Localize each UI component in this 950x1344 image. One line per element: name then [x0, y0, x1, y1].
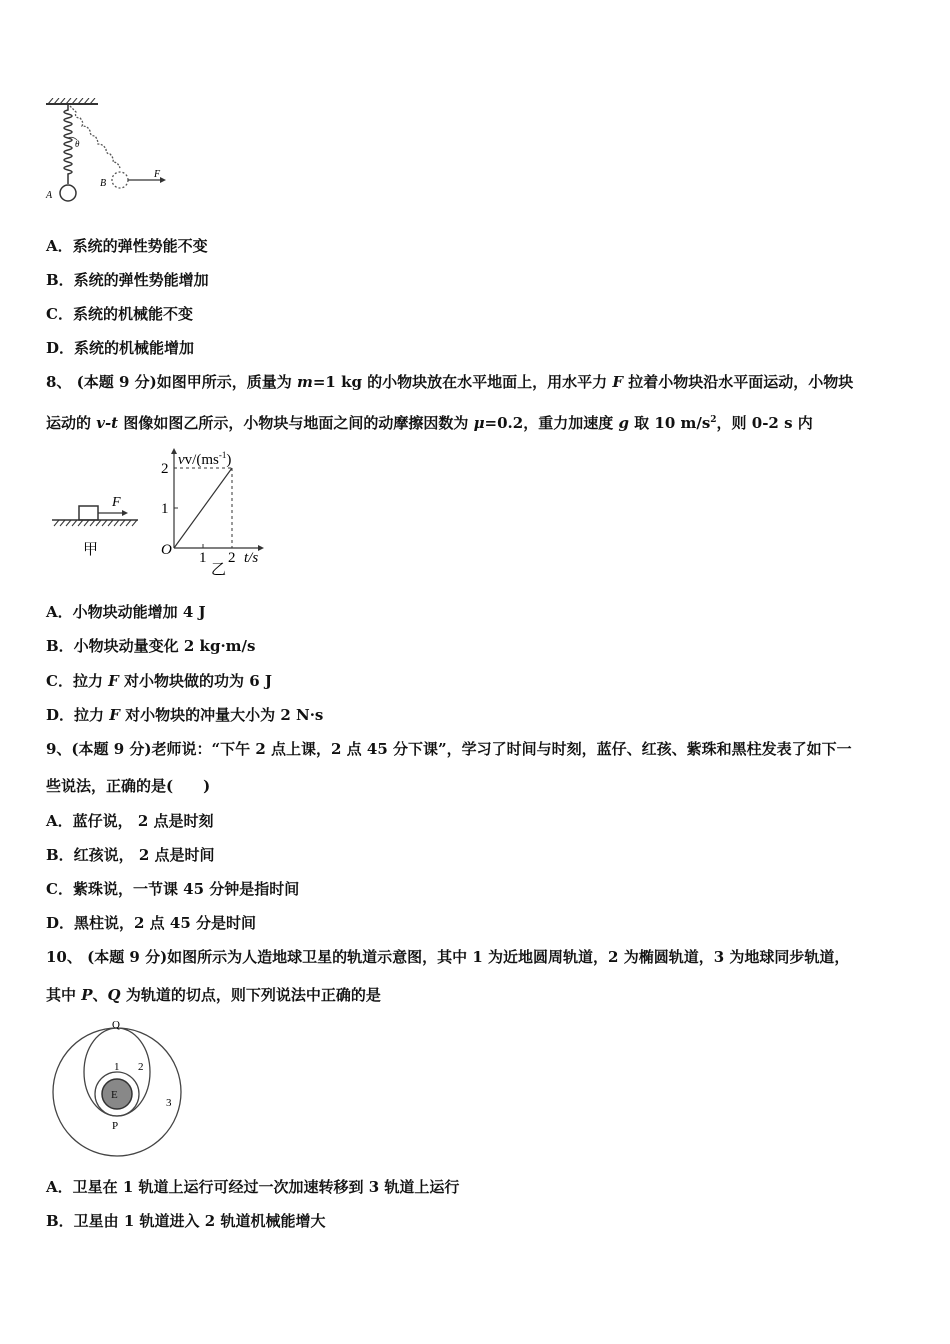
q10-option-b: B．卫星由 1 轨道进入 2 轨道机械能增大 — [46, 1212, 326, 1230]
q7-option-d: D．系统的机械能增加 — [46, 339, 195, 357]
q8-stem-line1: 8、 (本题 9 分)如图甲所示，质量为 m=1 kg 的小物块放在水平地面上，用水平力 F 拉着小物块沿水平面运动，小物块 — [46, 373, 854, 391]
label-p: P — [112, 1120, 119, 1132]
label-f: F — [154, 169, 161, 180]
q9-option-a: A．蓝仔说， 2 点是时刻 — [46, 812, 214, 830]
q7-option-b: B．系统的弹性势能增加 — [46, 271, 209, 289]
label-q: Q — [112, 1019, 120, 1031]
q9-option-b: B．红孩说， 2 点是时间 — [46, 846, 215, 864]
v-t-graph — [158, 444, 270, 576]
x-axis-label: t/s — [244, 550, 259, 566]
label-f: F — [112, 495, 121, 510]
q8-option-d: D．拉力 F 对小物块的冲量大小为 2 N·s — [46, 706, 324, 724]
label-a: A — [46, 190, 53, 201]
q10-stem-line2: 其中 P、Q 为轨道的切点，则下列说法中正确的是 — [46, 986, 381, 1004]
y-tick-2: 2 — [161, 461, 169, 477]
caption-yi: 乙 — [211, 562, 227, 576]
x-tick-1: 1 — [199, 550, 207, 566]
spring-pendulum-figure — [40, 98, 175, 210]
origin-label: O — [161, 542, 172, 558]
q8-option-a: A．小物块动能增加 4 J — [46, 603, 206, 621]
q9-stem-line2: 些说法，正确的是( ) — [46, 777, 211, 795]
label-b: B — [100, 178, 107, 189]
label-2: 2 — [138, 1061, 144, 1073]
q7-option-a: A．系统的弹性势能不变 — [46, 237, 208, 255]
q7-option-c: C．系统的机械能不变 — [46, 305, 193, 323]
velocity-line — [174, 468, 232, 548]
q8-option-c: C．拉力 F 对小物块做的功为 6 J — [46, 672, 273, 690]
q10-stem-line1: 10、 (本题 9 分)如图所示为人造地球卫星的轨道示意图，其中 1 为近地圆周轨道，2 为椭圆轨道，3 为地球同步轨道， — [46, 948, 850, 966]
q9-option-d: D．黑柱说，2 点 45 分是时间 — [46, 914, 256, 932]
q9-option-c: C．紫珠说，一节课 45 分钟是指时间 — [46, 880, 300, 898]
y-axis-label: $vv/(ms^{-1})$ — [178, 450, 232, 468]
q8-stem-line2: 运动的 v-t 图像如图乙所示，小物块与地面之间的动摩擦因数为 μ=0.2，重力加速度 g 取 10 $m/s^2$，则 0-2 s 内 — [46, 414, 813, 432]
q10-option-a: A．卫星在 1 轨道上运行可经过一次加速转移到 3 轨道上运行 — [46, 1178, 460, 1196]
theta-label: θ — [75, 139, 80, 149]
label-e: E — [111, 1089, 118, 1101]
y-tick-1: 1 — [161, 501, 169, 517]
q8-option-b: B．小物块动量变化 2 kg·m/s — [46, 637, 256, 655]
label-3: 3 — [166, 1097, 172, 1109]
block-on-ground-figure — [46, 490, 146, 560]
satellite-orbit-figure — [50, 1014, 190, 1164]
q9-stem-line1: 9、(本题 9 分)老师说：“下午 2 点上课，2 点 45 分下课”，学习了时间与时刻，蓝仔、红孩、紫珠和黑柱发表了如下一 — [46, 740, 852, 758]
x-tick-2: 2 — [228, 550, 236, 566]
caption-jia: 甲 — [83, 542, 99, 558]
label-1: 1 — [114, 1061, 120, 1073]
